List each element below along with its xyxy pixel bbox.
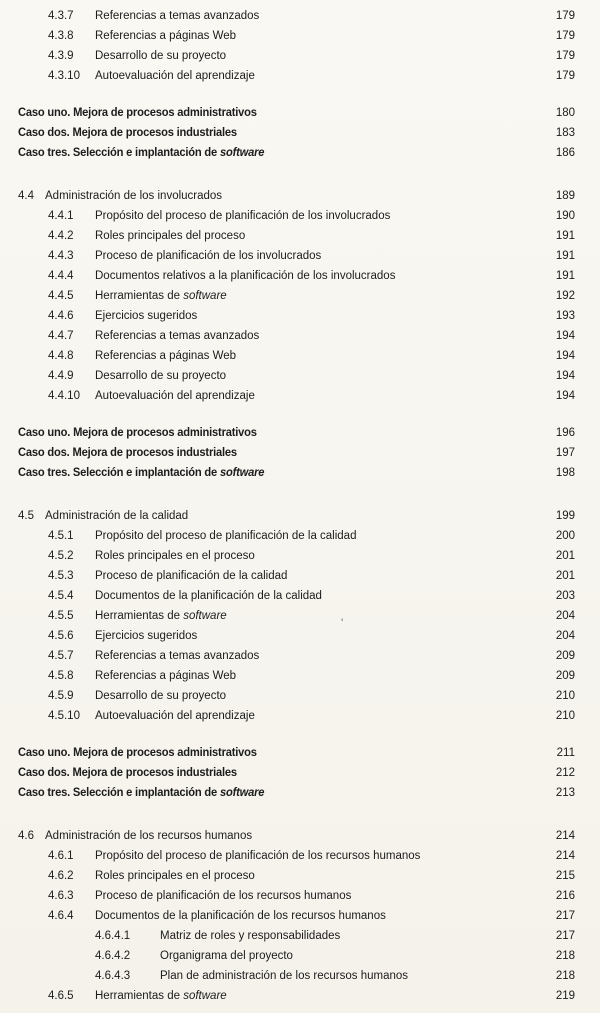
toc-entry-number: 4.6.4: [48, 910, 74, 922]
toc-entry: [18, 326, 575, 346]
toc-entry-page: 209: [555, 670, 575, 682]
toc-entry: [18, 206, 575, 226]
toc-entry: [18, 66, 575, 86]
toc-entry: [18, 886, 575, 906]
toc-entry: [18, 846, 575, 866]
toc-entry-page: 212: [555, 767, 575, 779]
toc-entry-title: Ejercicios sugeridos: [95, 310, 198, 322]
toc-entry-number: 4.4.9: [48, 370, 74, 382]
toc-entry-page: 179: [555, 30, 575, 42]
toc-entry-page: 197: [555, 447, 575, 459]
toc-entry: [18, 826, 575, 846]
toc-entry-number: 4.5: [18, 510, 34, 522]
toc-entry-title: Roles principales en el proceso: [95, 550, 255, 562]
toc-entry-title: Documentos de la planificación de los recursos humanos: [95, 910, 386, 922]
toc-entry-page: 216: [555, 890, 575, 902]
toc-entry-title: Caso tres. Selección e implantación de software: [18, 787, 265, 799]
toc-entry-title: Caso uno. Mejora de procesos administrativos: [18, 747, 257, 759]
toc-entry: [18, 423, 575, 443]
toc-entry: [18, 586, 575, 606]
toc-entry-title: Caso uno. Mejora de procesos administrativos: [18, 107, 257, 119]
toc-entry: [18, 606, 575, 626]
toc-entry-number: 4.4.4: [48, 270, 74, 282]
toc-entry-number: 4.6.2: [48, 870, 74, 882]
toc-entry-title: Matriz de roles y responsabilidades: [160, 930, 341, 942]
toc-entry-number: 4.4.5: [48, 290, 74, 302]
toc-entry-page: 194: [555, 330, 575, 342]
toc-entry-title: Referencias a temas avanzados: [95, 330, 260, 342]
toc-entry-page: 196: [555, 427, 575, 439]
toc-entry-page: 211: [556, 747, 575, 759]
toc-entry-title: Documentos relativos a la planificación de los involucrados: [95, 270, 396, 282]
toc-entry-number: 4.6.4.3: [95, 970, 131, 982]
toc-entry-number: 4.3.10: [48, 70, 80, 82]
toc-entry-title-italic: software: [219, 787, 265, 799]
toc-entry: [18, 686, 575, 706]
toc-entry-page: 214: [555, 850, 575, 862]
toc-entry-page: 179: [555, 70, 575, 82]
toc-entry: [18, 926, 575, 946]
toc-entry-page: 217: [555, 930, 575, 942]
toc-entry-number: 4.5.3: [48, 570, 74, 582]
toc-entry-number: 4.6.4.1: [95, 930, 131, 942]
toc-entry-title: Desarrollo de su proyecto: [95, 370, 227, 382]
toc-entry-number: 4.5.1: [48, 530, 74, 542]
toc-entry: [18, 566, 575, 586]
toc-entry: [18, 783, 575, 803]
toc-entry-title: Plan de administración de los recursos humanos: [160, 970, 409, 982]
toc-entry-page: 217: [555, 910, 575, 922]
toc-entry-page: 194: [555, 370, 575, 382]
toc-entry: [18, 966, 575, 986]
toc-entry-page: 193: [555, 310, 575, 322]
toc-entry-title: Roles principales del proceso: [95, 230, 246, 242]
toc-entry: [18, 143, 575, 163]
toc-entry-number: 4.5.8: [48, 670, 74, 682]
toc-entry-number: 4.5.2: [48, 550, 74, 562]
toc-entry-title: Caso dos. Mejora de procesos industriales: [18, 767, 237, 779]
toc-entry: [18, 306, 575, 326]
toc-entry-page: 213: [555, 787, 575, 799]
toc-entry: [18, 743, 575, 763]
toc-entry: [18, 266, 575, 286]
toc-entry-page: 179: [555, 10, 575, 22]
toc-entry-page: 190: [555, 210, 575, 222]
toc-entry-number: 4.4: [18, 190, 34, 202]
toc-entry-title: Herramientas de software: [95, 610, 227, 622]
toc-entry-title: Herramientas de software: [95, 290, 227, 302]
toc-entry: [18, 546, 575, 566]
toc-entry: [18, 103, 575, 123]
toc-entry-page: 201: [555, 550, 575, 562]
toc-entry-number: 4.3.8: [48, 30, 74, 42]
toc-entry-title: Referencias a temas avanzados: [95, 10, 260, 22]
toc-entry-page: 200: [555, 530, 575, 542]
toc-entry-number: 4.6.4.2: [95, 950, 131, 962]
toc-entry-number: 4.3.7: [48, 10, 74, 22]
toc-entry-title: Documentos de la planificación de la calidad: [95, 590, 322, 602]
toc-entry: [18, 866, 575, 886]
toc-entry-page: 199: [555, 510, 575, 522]
toc-entry-title: Ejercicios sugeridos: [95, 630, 198, 642]
toc-entry-title: Administración de la calidad: [45, 510, 189, 522]
toc-entry: [18, 46, 575, 66]
toc-entry-page: 189: [555, 190, 575, 202]
toc-entry: [18, 646, 575, 666]
toc-entry-page: 191: [555, 250, 575, 262]
toc-list: [18, 6, 575, 1006]
toc-entry: [18, 226, 575, 246]
toc-entry-number: 4.6.5: [48, 990, 74, 1002]
toc-entry-page: 214: [555, 830, 575, 842]
toc-entry-page: 201: [555, 570, 575, 582]
toc-entry: [18, 706, 575, 726]
toc-entry-page: 180: [555, 107, 575, 119]
toc-entry-title-italic: software: [219, 467, 265, 479]
toc-entry-number: 4.5.4: [48, 590, 74, 602]
toc-entry-number: 4.5.6: [48, 630, 74, 642]
toc-entry-number: 4.6.1: [48, 850, 74, 862]
toc-entry-title: Administración de los involucrados: [45, 190, 223, 202]
toc-entry-page: 191: [555, 230, 575, 242]
toc-entry-page: 215: [555, 870, 575, 882]
toc-entry-page: 210: [555, 690, 575, 702]
toc-entry-page: 218: [555, 970, 575, 982]
toc-entry-title: Autoevaluación del aprendizaje: [95, 70, 255, 82]
toc-entry: [18, 626, 575, 646]
toc-entry-page: 194: [555, 350, 575, 362]
toc-entry-number: 4.5.5: [48, 610, 74, 622]
toc-entry: [18, 346, 575, 366]
toc-entry: [18, 26, 575, 46]
toc-entry-page: 186: [555, 147, 575, 159]
toc-entry-title: Proceso de planificación de los recursos humanos: [95, 890, 352, 902]
toc-entry-title-italic: software: [219, 147, 265, 159]
toc-entry-title: Caso uno. Mejora de procesos administrativos: [18, 427, 257, 439]
toc-entry-page: 191: [555, 270, 575, 282]
toc-entry-title: Caso tres. Selección e implantación de software: [18, 147, 265, 159]
toc-entry-number: 4.3.9: [48, 50, 74, 62]
toc-entry: [18, 386, 575, 406]
toc-entry: [18, 366, 575, 386]
toc-entry: [18, 906, 575, 926]
toc-entry-title: Herramientas de software: [95, 990, 227, 1002]
toc-entry-number: 4.4.8: [48, 350, 74, 362]
toc-entry-title: Propósito del proceso de planificación de los involucrados: [95, 210, 391, 222]
scan-artifact: ': [341, 616, 344, 630]
toc-entry: [18, 286, 575, 306]
toc-entry: [18, 186, 575, 206]
toc-entry-number: 4.5.10: [48, 710, 80, 722]
toc-entry-page: 198: [555, 467, 575, 479]
toc-entry-title: Referencias a páginas Web: [95, 30, 237, 42]
toc-entry-page: 210: [555, 710, 575, 722]
toc-entry: [18, 463, 575, 483]
toc-entry-title: Roles principales en el proceso: [95, 870, 255, 882]
toc-entry-title: Proceso de planificación de los involucrados: [95, 250, 322, 262]
toc-entry-number: 4.4.6: [48, 310, 74, 322]
toc-entry-number: 4.4.1: [48, 210, 74, 222]
toc-entry: [18, 946, 575, 966]
toc-entry: [18, 246, 575, 266]
toc-entry-title: Referencias a páginas Web: [95, 350, 237, 362]
toc-entry-title: Propósito del proceso de planificación de la calidad: [95, 530, 357, 542]
toc-entry-title: Desarrollo de su proyecto: [95, 690, 227, 702]
toc-entry-title: Autoevaluación del aprendizaje: [95, 710, 255, 722]
toc-entry-number: 4.6: [18, 830, 34, 842]
toc-entry-title: Caso tres. Selección e implantación de software: [18, 467, 265, 479]
toc-entry: [18, 666, 575, 686]
toc-entry-title: Proceso de planificación de la calidad: [95, 570, 288, 582]
toc-entry-title: Autoevaluación del aprendizaje: [95, 390, 255, 402]
toc-entry: [18, 986, 575, 1006]
toc-entry-number: 4.4.3: [48, 250, 74, 262]
toc-entry-title-italic: software: [183, 990, 227, 1002]
toc-entry-page: 192: [555, 290, 575, 302]
toc-entry-number: 4.4.10: [48, 390, 80, 402]
toc-entry: [18, 506, 575, 526]
toc-entry-number: 4.4.7: [48, 330, 74, 342]
toc-entry-page: 209: [555, 650, 575, 662]
toc-entry: [18, 6, 575, 26]
toc-entry-title-italic: software: [183, 290, 227, 302]
toc-entry-number: 4.4.2: [48, 230, 74, 242]
toc-entry: [18, 443, 575, 463]
toc-entry-page: 203: [555, 590, 575, 602]
toc-entry-page: 179: [555, 50, 575, 62]
toc-entry-number: 4.5.9: [48, 690, 74, 702]
toc-entry-title: Referencias a páginas Web: [95, 670, 237, 682]
toc-entry-title: Administración de los recursos humanos: [45, 830, 253, 842]
toc-entry-title: Referencias a temas avanzados: [95, 650, 260, 662]
toc-entry: [18, 123, 575, 143]
toc-entry-title: Organigrama del proyecto: [160, 950, 293, 962]
toc-entry: [18, 763, 575, 783]
toc-entry-number: 4.5.7: [48, 650, 74, 662]
toc-entry-page: 219: [555, 990, 575, 1002]
toc-entry-title: Propósito del proceso de planificación de los recursos humanos: [95, 850, 421, 862]
toc-entry-title: Caso dos. Mejora de procesos industriales: [18, 127, 237, 139]
toc-entry: [18, 526, 575, 546]
toc-entry-page: 204: [555, 630, 575, 642]
toc-entry-page: 218: [555, 950, 575, 962]
toc-entry-page: 183: [555, 127, 575, 139]
toc-entry-title-italic: software: [183, 610, 227, 622]
toc-entry-title: Desarrollo de su proyecto: [95, 50, 227, 62]
toc-entry-page: 204: [555, 610, 575, 622]
toc-entry-title: Caso dos. Mejora de procesos industriales: [18, 447, 237, 459]
toc-entry-number: 4.6.3: [48, 890, 74, 902]
toc-entry-page: 194: [555, 390, 575, 402]
